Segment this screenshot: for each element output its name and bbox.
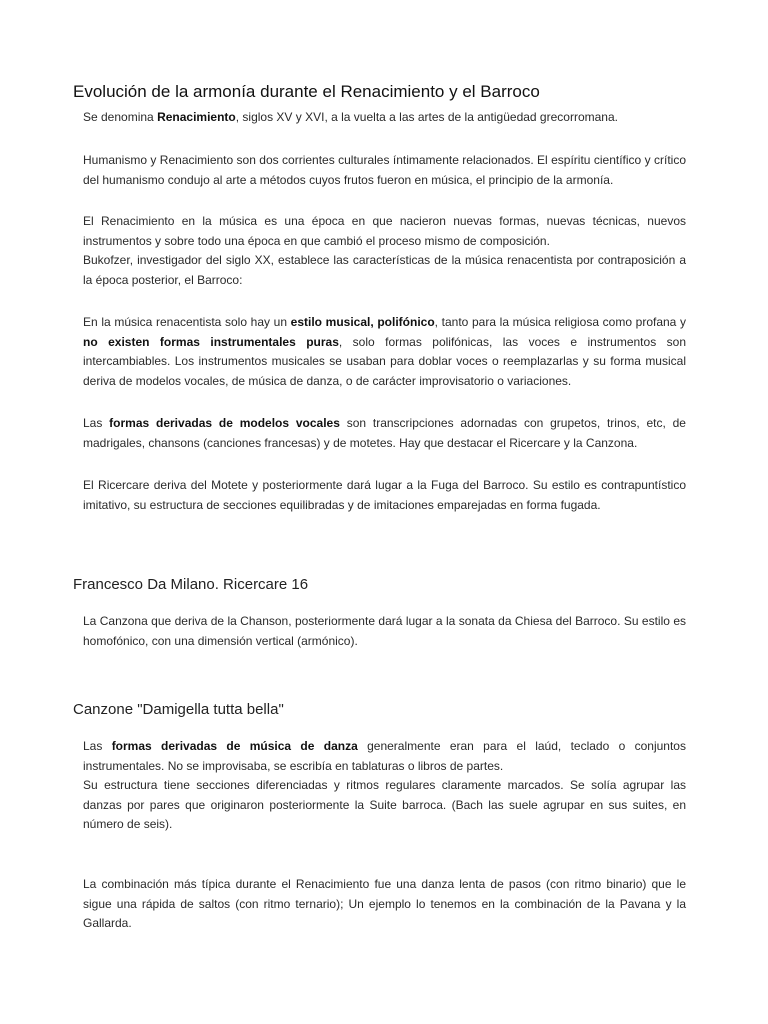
bukofzer-sentence: Bukofzer, investigador del siglo XX, establece las características de la música renacentista por contraposición a la época posterior, el Barroco: [83, 253, 686, 287]
estilo-bold-2: no existen formas instrumentales puras [83, 334, 339, 349]
formas-vocales-bold: formas derivadas de modelos vocales [109, 416, 340, 430]
section-heading-milano: Francesco Da Milano. Ricercare 16 [73, 576, 309, 593]
estilo-paragraph [83, 313, 686, 391]
section-heading-canzone: Canzone "Damigella tutta bella" [73, 701, 284, 718]
estilo-text-a: En la música renacentista solo hay un [83, 315, 291, 329]
humanismo-paragraph: Humanismo y Renacimiento son dos corrientes culturales íntimamente relacionados. El espíritu científico y crítico del humanismo condujo al arte a métodos cuyos frutos fueron en música, el principio de la armonía. [83, 153, 686, 187]
danza-text-a: Las [83, 739, 112, 753]
intro-paragraph [83, 108, 686, 128]
danza-bold: formas derivadas de música de danza [111, 739, 358, 753]
estilo-text-c: , tanto para la música religiosa como profana y [434, 315, 687, 329]
danza-text-c: generalmente eran para el laúd, teclado o conjuntos instrumentales. No se improvisaba, se escribía en tablaturas o libros de partes. [83, 739, 686, 773]
combinacion-paragraph: La combinación más típica durante el Renacimiento fue una danza lenta de pasos (con ritmo binario) que le sigue una rápida de saltos (con ritmo ternario); Un ejemplo lo tenemos en la combinación de la Pavana y la Gallarda. [83, 877, 686, 930]
danza-paragraph [83, 737, 686, 835]
renacimiento-paragraph [83, 212, 686, 290]
intro-bold-term: Renacimiento [157, 110, 236, 124]
estructura-sentence: Su estructura tiene secciones diferenciadas y ritmos regulares claramente marcados. Se solía agrupar las danzas por pares que originaron posteriormente la Suite barroca. (Bach las suele agrupar en sus suites, en número de seis). [83, 778, 686, 831]
estilo-text-e: , solo formas polifónicas, las voces e instrumentos son intercambiables. Los instrumentos musicales se usaban para doblar voces o reemplazarlas y su forma musical deriva de modelos vocales, de música de danza, o de carácter improvisatorio o variaciones. [83, 334, 686, 388]
page-title: Evolución de la armonía durante el Renacimiento y el Barroco [73, 82, 540, 101]
formas-vocales-text-a: Las [83, 416, 110, 430]
renacimiento-sentence: El Renacimiento en la música es una época en que nacieron nuevas formas, nuevas técnicas, nuevos instrumentos y sobre todo una época en que cambió el proceso mismo de composición. [83, 214, 686, 248]
canzona-paragraph: La Canzona que deriva de la Chanson, posteriormente dará lugar a la sonata da Chiesa del Barroco. Su estilo es homofónico, con una dimensión vertical (armónico). [83, 614, 686, 648]
intro-text-start: Se denomina [83, 110, 158, 124]
formas-vocales-text-c: son transcripciones adornadas con grupetos, trinos, etc, de madrigales, chansons (canciones francesas) y de motetes. Hay que destacar el Ricercare y la Canzona. [83, 416, 686, 450]
formas-vocales-paragraph [83, 414, 686, 453]
intro-text-end: , siglos XV y XVI, a la vuelta a las artes de la antigüedad grecorromana. [235, 110, 618, 124]
danza-line [83, 737, 686, 776]
ricercare-paragraph: El Ricercare deriva del Motete y posteriormente dará lugar a la Fuga del Barroco. Su estilo es contrapuntístico imitativo, su estructura de secciones equilibradas y de imitaciones emparejadas en forma fugada. [83, 478, 686, 512]
estilo-bold-1: estilo musical, polifónico [290, 315, 435, 329]
